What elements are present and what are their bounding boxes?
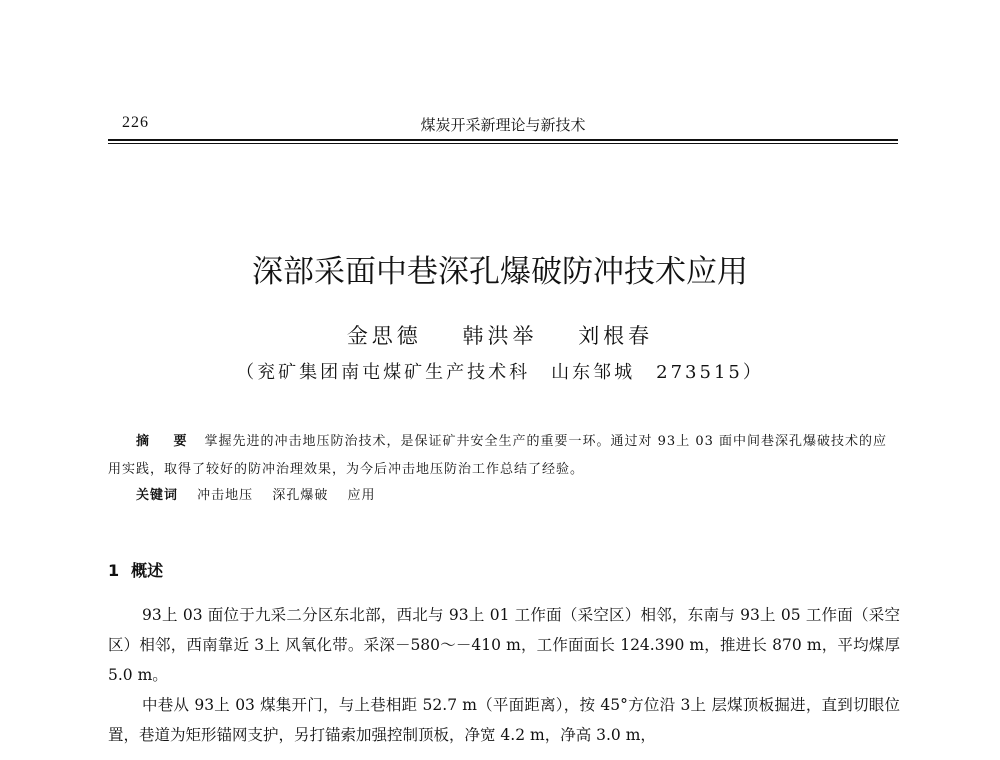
body-paragraph: 中巷从 93上 03 煤集开门，与上巷相距 52.7 m（平面距离），按 45°方位沿 3上 层煤顶板掘进，直到切眼位置，巷道为矩形锚网支护，另打锚索加强控制顶板，净宽 4.2 m，净高 3.0 m， [108, 696, 900, 744]
body-paragraph: 93上 03 面位于九采二分区东北部，西北与 93上 01 工作面（采空区）相邻，东南与 93上 05 工作面（采空区）相邻，西南靠近 3上 风氧化带。采深－580～－410 m，工作面面长 124.390 m，推进长 870 m，平均煤厚 5.0 m。 [108, 606, 900, 684]
abstract-text: 掌握先进的冲击地压防治技术，是保证矿井安全生产的重要一环。通过对 93上 03 面中间巷深孔爆破技术的应用实践，取得了较好的防冲治理效果，为今后冲击地压防治工作总结了经验。 [108, 434, 888, 477]
section-body [108, 600, 900, 750]
keyword: 深孔爆破 [272, 488, 329, 503]
abstract [108, 428, 900, 484]
author-name: 韩洪举 [462, 324, 538, 348]
section-title: 概述 [131, 561, 164, 580]
journal-title: 煤炭开采新理论与新技术 [420, 116, 586, 134]
header-rule-thin [108, 143, 898, 144]
section-number: 1 [108, 561, 120, 580]
article-title: 深部采面中巷深孔爆破防冲技术应用 [252, 254, 748, 290]
abstract-label: 摘 要 [136, 434, 197, 449]
section-heading [108, 558, 163, 581]
header-rule-thick [108, 139, 898, 141]
author-name: 金思德 [346, 324, 422, 348]
keyword: 冲击地压 [197, 488, 254, 503]
running-header [108, 108, 898, 138]
author-name: 刘根春 [578, 324, 654, 348]
keywords [136, 484, 389, 503]
keywords-label: 关键词 [136, 488, 179, 503]
affiliation: （兖矿集团南屯煤矿生产技术科 山东邹城 273515） [236, 362, 764, 383]
keyword: 应用 [347, 488, 376, 503]
author-list [0, 320, 1000, 350]
page-number: 226 [122, 114, 149, 131]
